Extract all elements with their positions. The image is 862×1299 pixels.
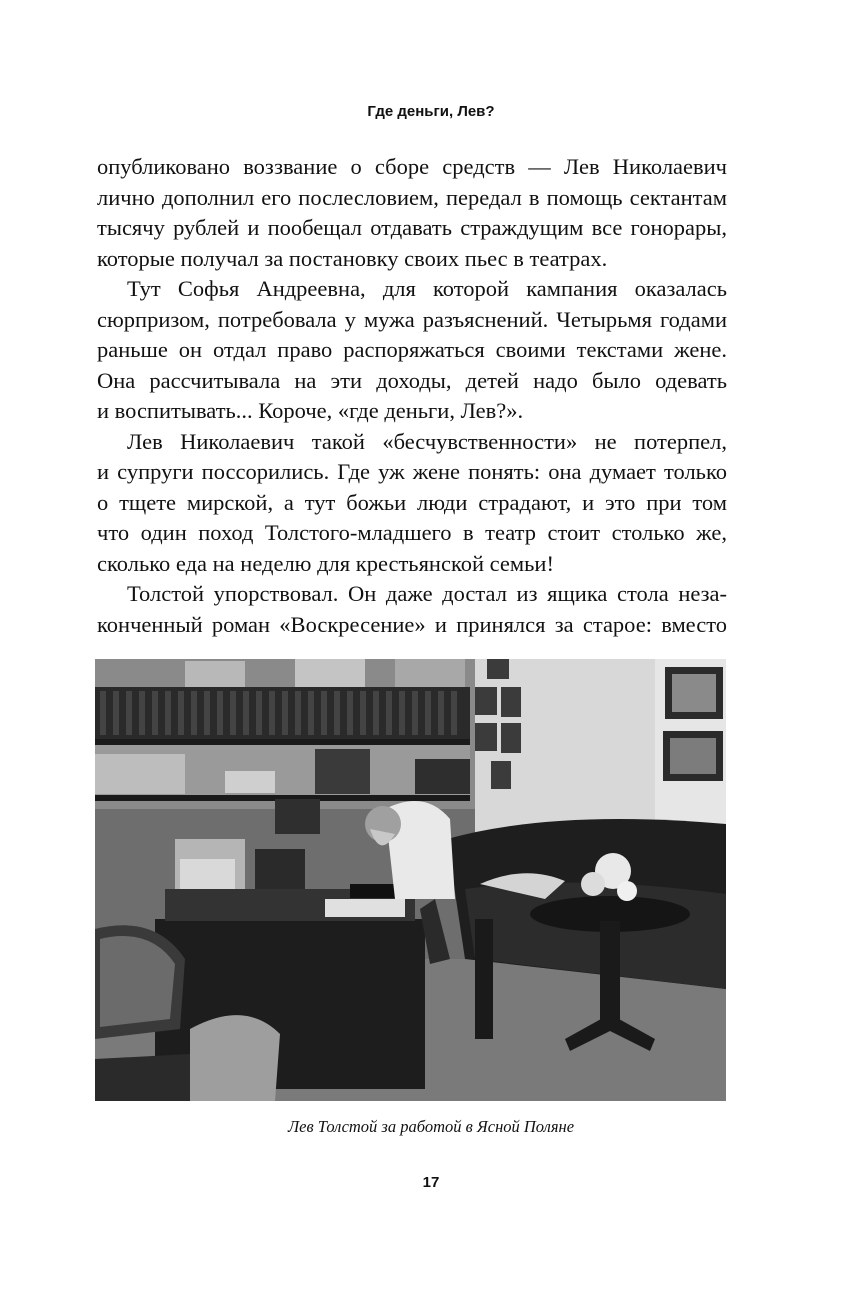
text-line: и воспитывать... Короче, «где деньги, Лев?». [97,398,524,423]
running-head: Где деньги, Лев? [367,103,495,120]
text-line: конченный роман «Воскресение» и принялся за старое: вместо [97,611,727,637]
text-line: раньше он отдал право распоряжаться своими текстами жене. [97,337,727,362]
text-line: Лев Николаевич такой «бесчувственности» не потерпел, [127,428,727,454]
text-line: опубликовано воззвание о сборе средств — Лев Николаевич [97,154,727,179]
photo-illustration [95,659,726,1101]
text-line: о тщете мирской, а тут божьи люди страдают, и это при том [97,489,727,515]
text-line: и супруги поссорились. Где уж жене понять: она думает только [97,459,727,484]
text-line: которые получал за постановку своих пьес в театрах. [97,245,608,271]
text-line: лично дополнил его послесловием, передал в помощь сектантам [97,184,727,210]
study-photograph [95,659,726,1101]
text-line: Она рассчитывала на эти доходы, детей надо было одевать [97,367,727,393]
text-line: сюрпризом, потребовала у мужа разъяснений. Четырьмя годами [97,306,727,332]
page-number: 17 [422,1174,440,1191]
text-line: Толстой упорствовал. Он даже достал из ящика стола неза- [127,581,727,606]
photo-caption: Лев Толстой за работой в Ясной Поляне [287,1117,575,1136]
text-line: Тут Софья Андреевна, для которой кампания оказалась [127,276,727,301]
text-line: что один поход Толстого-младшего в театр стоит столько же, [97,520,727,545]
body-text [97,152,727,640]
text-line: сколько еда на неделю для крестьянской семьи! [97,550,554,576]
text-line: тысячу рублей и пообещал отдавать страждущим все гонорары, [97,215,727,240]
